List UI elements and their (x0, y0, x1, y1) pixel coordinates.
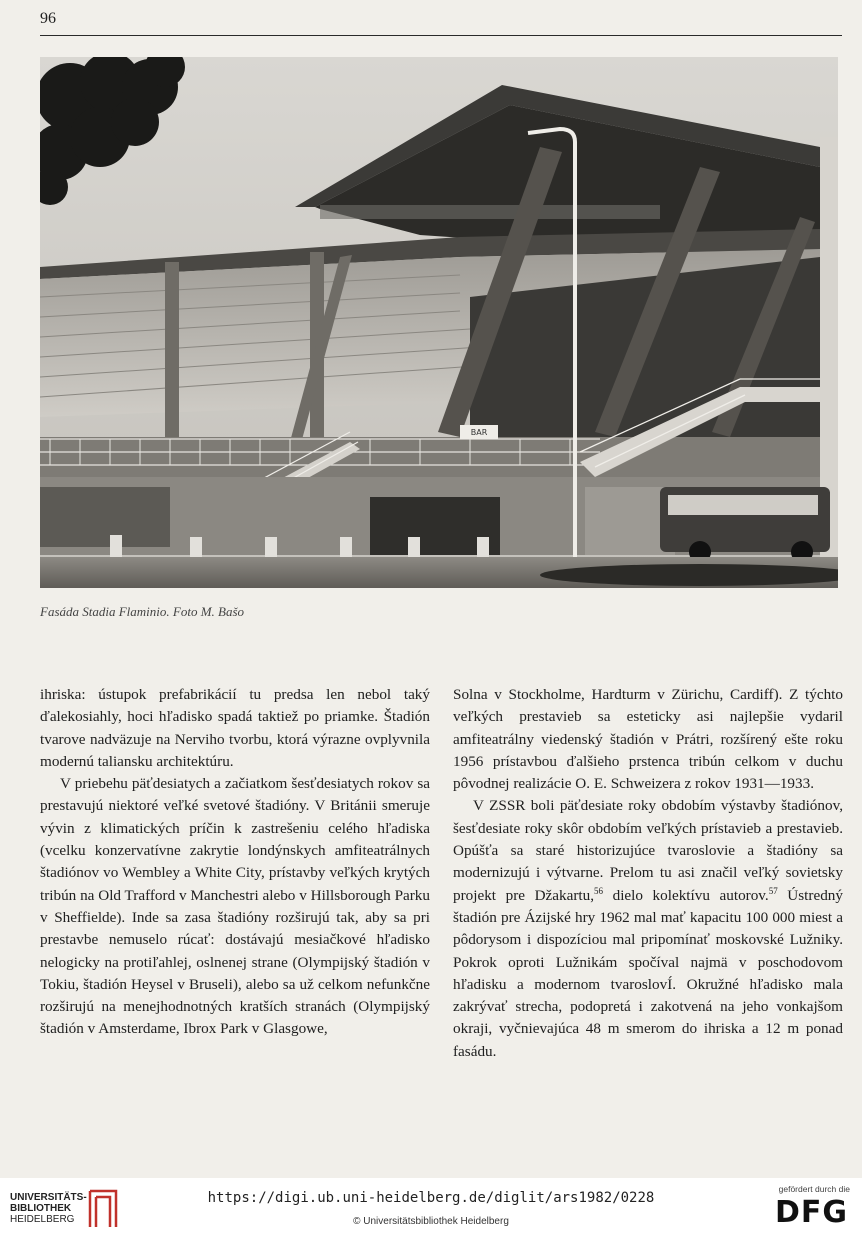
footnote-ref-57: 57 (768, 885, 778, 896)
stadium-photo (40, 57, 838, 588)
institution-line: HEIDELBERG (10, 1214, 75, 1225)
left-text-column (40, 684, 430, 1041)
copyright-notice: © Universitätsbibliothek Heidelberg (353, 1216, 509, 1227)
paragraph (453, 795, 843, 1063)
header-rule (40, 35, 842, 36)
photo-sign: BAR (470, 428, 488, 437)
paragraph-text: dielo kolektívu autorov. (603, 886, 769, 904)
stadium-photo-illustration (40, 57, 838, 588)
right-text-column (453, 684, 843, 1063)
paragraph: V priebehu päťdesiatych a začiatkom šesťdesiatych rokov sa prestavujú niektoré veľké svetové štadióny. V Británii smeruje vývin z klimatických príčin k zastrešeniu celého hľadiska (vcelku konzervatívne zakrytie londýnskych amfiteatrálnych štadiónov vo Wembley a White City, prístavby veľkých krytých tribún na Old Trafford v Manchestri alebo v Hillsborough Parku v Sheffielde). Inde sa zasa štadióny rozširujú tak, aby sa pri prestavbe nemuselo rúcať: dostávajú mesiačkové hľadisko nelogicky na protiľahlej, oslnenej strane (Olympijský štadión v Tokiu, štadión Heysel v Bruseli), alebo sa už celkom nefunkčne rozširujú na menejhodnotných kratších stranách (Olympijský štadión v Amsterdame, Ibrox Park v Glasgowe, (40, 775, 430, 1038)
funded-by-label: gefördert durch die (778, 1184, 850, 1194)
footnote-ref-56: 56 (594, 885, 604, 896)
footer-bar (0, 1178, 862, 1239)
institution-line: UNIVERSITÄTS- (10, 1192, 87, 1203)
page-number: 96 (40, 10, 56, 27)
document-url-link[interactable]: https://digi.ub.uni-heidelberg.de/diglit/ars1982/0228 (207, 1190, 655, 1206)
paragraph-text: Ústredný štadión pre Ázijské hry 1962 mal mať kapacitu 100 000 miest a pôdorysom i dispozíciou mal pripomínať moskovské Lužniky. Pokrok oproti Lužnikám spočíval najmä v poschodovom hľadisku a modernom tvaroslovÍ. Okružné hľadisko mala zakrývať strecha, podopretá i zakotvená na jeho vonkajšom okraji, vyčnievajúca 48 m smerom do ihriska a 12 m ponad fasádu. (453, 886, 843, 1060)
paragraph-text: V ZSSR boli päťdesiate roky obdobím výstavby štadiónov, šesťdesiate roky skôr obdobím veľkých prístavieb a prestavieb. Opúšťa sa staré historizujúce tvaroslovie a štadióny sa modernizujú i výtvarne. Prelom tu asi značil veľký sovietsky projekt pre Džakartu, (453, 797, 843, 904)
photo-caption: Fasáda Stadia Flaminio. Foto M. Bašo (40, 604, 245, 619)
paragraph: ihriska: ústupok prefabrikácií tu predsa len nebol taký ďalekosiahly, hoci hľadisko spadá taktiež po priamke. Štadión tvarove nadväzuje na Nerviho tvorbu, ktorá výrazne ovplyvnila modernú taliansku architektúru. (40, 686, 430, 770)
institution-line: BIBLIOTHEK (10, 1203, 72, 1214)
dfg-logo: DFG (774, 1195, 848, 1230)
paragraph: Solna v Stockholme, Hardturm v Zürichu, Cardiff). Z týchto veľkých prestavieb sa esteticky asi najlepšie vydaril amfiteatrálny viedenský štadión v Prátri, rozšírený ešte roku 1956 prístavbou ďalšieho prstenca tribún celkom v duchu pôvodnej realizácie O. E. Schweizera z rokov 1931—1933. (453, 686, 843, 793)
